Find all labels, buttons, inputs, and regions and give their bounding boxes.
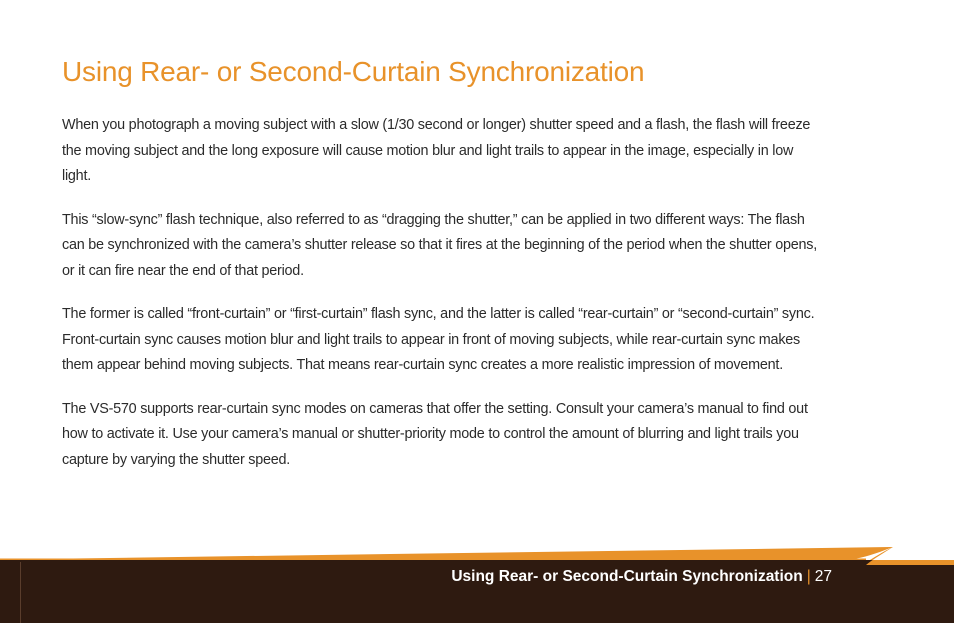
footer-accent-swoosh xyxy=(0,540,954,570)
footer-running-head xyxy=(451,568,832,586)
footer-separator: | xyxy=(806,568,811,585)
page-title: Using Rear- or Second-Curtain Synchronization xyxy=(62,56,645,87)
paragraph-1: When you photograph a moving subject with a slow (1/30 second or longer) shutter speed and a flash, the flash will freeze the moving subject and the long exposure will cause motion blur and light trails to appear in the image, especially in low light. xyxy=(62,116,811,184)
footer-section-title: Using Rear- or Second-Curtain Synchronization xyxy=(451,568,803,585)
paragraph-4: The VS-570 supports rear-curtain sync modes on cameras that offer the setting. Consult your camera’s manual to find out how to activate it. Use your camera’s manual or shutter-priority mode to control the amount of blurring and light trails you capture by varying the shutter speed. xyxy=(62,399,808,468)
paragraph-2: This “slow-sync” flash technique, also referred to as “dragging the shutter,” can be applied in two different ways: The flash can be synchronized with the camera’s shutter release so that it fires at the beginning of the period when the shutter opens, or it can fire near the end of that period. xyxy=(62,210,818,279)
paragraph-3: The former is called “front-curtain” or “first-curtain” flash sync, and the latter is called “rear-curtain” or “second-curtain” sync. Front-curtain sync causes motion blur and light trails to appear in front of moving subjects, while rear-curtain sync makes them appear behind moving subjects. That means rear-curtain sync creates a more realistic impression of movement. xyxy=(62,305,815,373)
page-number: 27 xyxy=(814,568,832,585)
footer-divider xyxy=(20,562,21,623)
body-text xyxy=(62,112,822,490)
